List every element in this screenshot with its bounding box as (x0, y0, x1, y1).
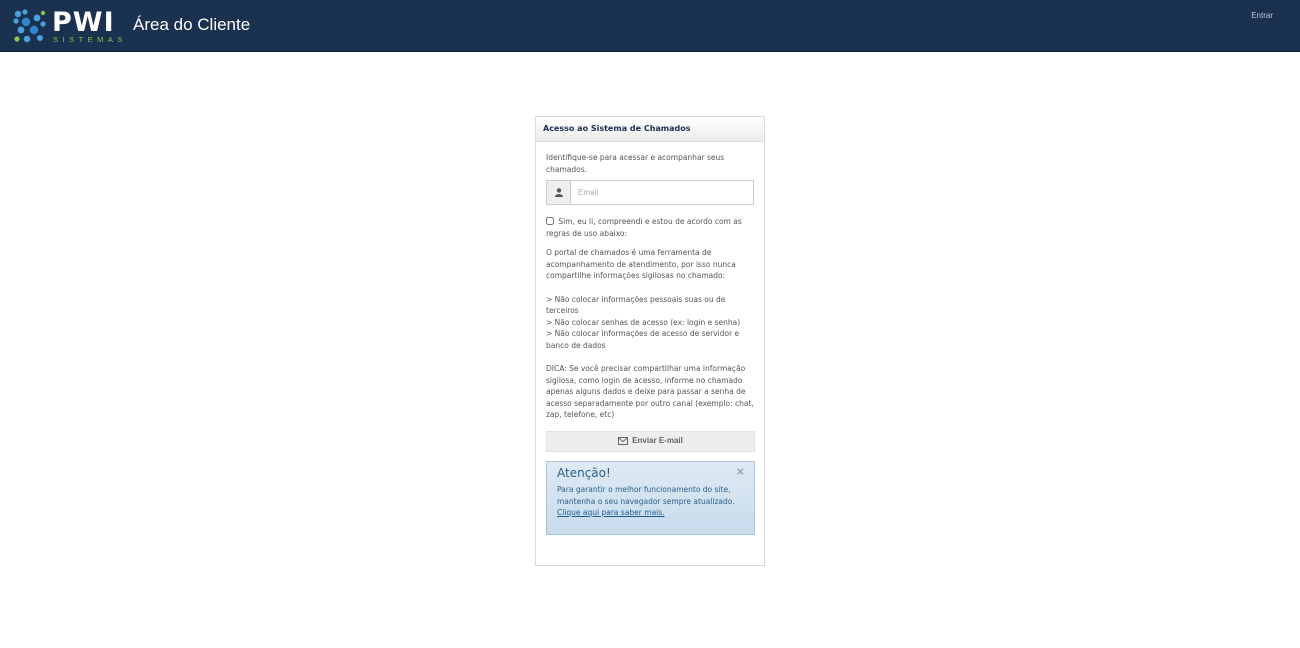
user-icon (547, 181, 571, 204)
rule-item: > Não colocar informações pessoais suas ou de terceiros (546, 294, 726, 315)
intro-text: Identifique-se para acessar e acompanhar seus chamados. (546, 153, 725, 174)
email-input-group (546, 180, 754, 205)
terms-checkbox[interactable] (546, 217, 554, 225)
browser-update-alert (546, 461, 755, 535)
panel-body (536, 142, 764, 535)
logo-mark-icon (13, 9, 47, 43)
signin-link[interactable]: Entrar (1251, 11, 1273, 20)
terms-checkbox-label: Sim, eu li, compreendi e estou de acordo com as regras de uso abaixo: (546, 217, 742, 238)
app-title: Área do Cliente (133, 15, 251, 34)
login-panel (535, 116, 765, 566)
learn-more-link[interactable]: Clique aqui para saber mais. (557, 508, 665, 517)
alert-message (557, 484, 744, 519)
envelope-icon (618, 437, 628, 445)
rules-list (546, 294, 754, 352)
alert-text: Para garantir o melhor funcionamento do site, mantenha o seu navegador sempre atualizado. (557, 485, 735, 506)
close-icon[interactable]: × (735, 464, 745, 478)
email-input[interactable] (571, 181, 753, 204)
rule-item: > Não colocar informações de acesso de servidor e banco de dados (546, 329, 740, 350)
rule-item: > Não colocar senhas de acesso (ex: login e senha) (546, 317, 741, 327)
logo-wordmark: PWI (52, 7, 115, 38)
tip-text: DICA: Se você precisar compartilhar uma informação sigilosa, como login de acesso, informe no chamado apenas alguns dados e deixe para passar a senha de acesso separadamente por outro canal (exemplo: chat, zap, telefone, etc) (546, 364, 754, 419)
alert-title: Atenção! (557, 465, 611, 480)
pwi-logo[interactable] (13, 9, 131, 45)
send-email-button[interactable] (546, 431, 755, 452)
send-email-label: Enviar E-mail (632, 436, 683, 446)
rules-intro: O portal de chamados é uma ferramenta de acompanhamento de atendimento, por isso nunca compartilhe informações sigilosas no chamado: (546, 248, 736, 280)
panel-title: Acesso ao Sistema de Chamados (536, 117, 764, 142)
logo-subtitle: SISTEMAS (53, 35, 127, 44)
top-navbar (0, 0, 1300, 52)
terms-agreement (546, 216, 754, 239)
